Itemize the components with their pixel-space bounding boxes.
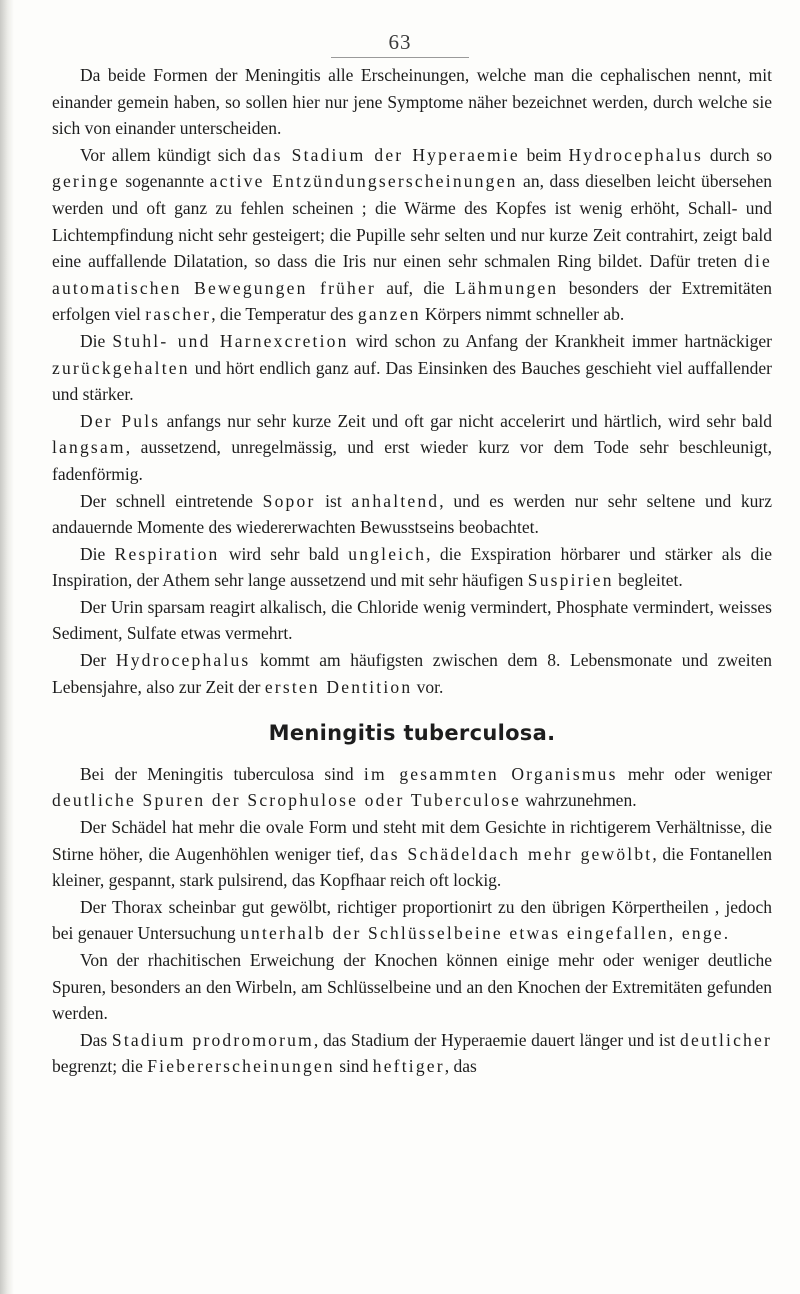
text-run: Der: [80, 650, 116, 671]
section-heading: Meningitis tuberculosa.: [268, 721, 556, 746]
text-run: Der Schädel hat mehr die ovale Form und steht mit dem Gesichte in richtigerem Verhältnisse, die Stirne höher, die Augenhöhlen weniger tief,: [52, 817, 772, 864]
text-run: Der Thorax scheinbar gut gewölbt, richtiger proportionirt zu den übrigen Körpertheilen , jedoch bei genauer Untersuchung: [52, 896, 772, 944]
spaced-emphasis: ersten Dentition: [264, 676, 413, 697]
text-run: , die Temperatur des: [211, 304, 358, 325]
spaced-emphasis: deutlicher: [680, 1029, 772, 1050]
text-run: wird schon zu Anfang der Krankheit immer hartnäckiger: [348, 330, 773, 351]
text-run: Die: [80, 543, 115, 564]
spaced-emphasis: anhaltend: [351, 490, 440, 511]
paragraph: [52, 647, 772, 700]
paragraph: [52, 408, 772, 488]
spaced-emphasis: Hydrocephalus: [115, 650, 251, 671]
text-run: begrenzt; die: [52, 1056, 148, 1077]
spaced-emphasis: deutliche Spuren der Scrophulose oder Tuberculose: [52, 790, 521, 811]
spaced-emphasis: unterhalb der Schlüsselbeine etwas eingefallen, enge: [240, 923, 724, 944]
spaced-emphasis: Stadium prodromorum: [111, 1029, 314, 1050]
paragraph: [52, 894, 772, 947]
spaced-emphasis: ungleich: [348, 543, 427, 564]
spaced-emphasis: Sopor: [262, 490, 316, 511]
spaced-emphasis: active Entzündungserscheinungen: [209, 171, 518, 192]
spaced-emphasis: rascher: [145, 304, 212, 325]
text-run: Die: [80, 330, 113, 351]
spaced-emphasis: Hydrocephalus: [568, 144, 704, 165]
spaced-emphasis: Lähmungen: [455, 277, 559, 298]
section-meningitis-tuberculosa: [52, 761, 772, 1080]
text-run: Da beide Formen der Meningitis alle Erscheinungen, welche man die cephalischen nennt, mit einander gemein haben, so sollen hier nur jene Symptome näher bezeichnet werden, durch welche sie sich von einander unterscheiden.: [52, 65, 772, 139]
spaced-emphasis: heftiger: [372, 1056, 445, 1077]
spaced-emphasis: Stuhl- und Harnexcretion: [112, 330, 349, 351]
text-run: Der schnell eintretende: [80, 490, 263, 511]
text-run: kommt am häufigsten zwischen dem 8. Lebensmonate und zweiten Lebensjahre, also zur Zeit der: [52, 650, 773, 697]
spaced-emphasis: Der Puls: [80, 410, 161, 431]
spaced-emphasis: Suspirien: [527, 570, 614, 591]
paragraph: [52, 541, 772, 594]
text-run: , und es werden nur sehr seltene und kurz andauernde Momente des wiedererwachten Bewusstseins beobachtet.: [52, 490, 772, 538]
paragraph: [52, 488, 772, 541]
paragraph: [52, 761, 772, 814]
paragraph: [52, 142, 772, 328]
text-run: Vor allem kündigt sich: [80, 144, 253, 165]
text-run: Das: [80, 1029, 112, 1050]
spaced-emphasis: langsam: [52, 437, 126, 458]
text-run: beim: [519, 144, 569, 165]
text-run: durch so: [703, 144, 773, 165]
spaced-emphasis: die automatischen Bewegungen früher: [52, 251, 772, 298]
text-run: Bei der Meningitis tuberculosa sind: [80, 763, 364, 784]
text-run: sogenannte: [119, 171, 210, 192]
paragraph: [52, 328, 772, 408]
spaced-emphasis: im gesammten Organismus: [363, 763, 618, 784]
page-number-rule: [331, 57, 469, 58]
spaced-emphasis: Respiration: [114, 543, 220, 564]
text-run: wahrzunehmen.: [520, 790, 637, 811]
page-body: [52, 62, 772, 1080]
text-run: wird sehr bald: [219, 543, 349, 564]
paragraph: [52, 62, 772, 142]
text-run: , die Exspiration hörbarer und stärker als die Inspiration, der Athem sehr lange aussetzend und mit sehr häufigen: [52, 543, 772, 591]
text-run: Körpers nimmt schneller ab.: [420, 304, 625, 325]
text-run: und hört endlich ganz auf. Das Einsinken des Bauches geschieht viel auffallender und stärker.: [52, 357, 772, 405]
spaced-emphasis: Fiebererscheinungen: [147, 1056, 335, 1077]
paragraph: [52, 1027, 772, 1080]
text-run: , das: [444, 1056, 477, 1077]
binding-edge-shadow: [0, 0, 14, 1294]
text-run: vor.: [412, 676, 444, 697]
text-run: Von der rhachitischen Erweichung der Knochen können einige mehr oder weniger deutliche Spuren, besonders an den Wirbeln, am Schlüsselbeine und an den Knochen der Extremitäten gefunden werden.: [52, 950, 772, 1024]
text-run: an, dass dieselben leicht übersehen werden und oft ganz zu fehlen scheinen ; die Wärme des Kopfes ist wenig erhöht, Schall- und Lichtempfindung nicht sehr gesteigert; die Pupille sehr selten und nur kurze Zeit contrahirt, zeigt bald eine auffallende Dilatation, so dass die Iris nur einen sehr schmalen Ring bildet. Dafür treten: [52, 171, 772, 272]
text-run: besonders der Extremitäten erfolgen viel: [52, 277, 772, 325]
text-run: anfangs nur sehr kurze Zeit und oft gar nicht accelerirt und härtlich, wird sehr bald: [160, 410, 772, 431]
spaced-emphasis: geringe: [52, 171, 120, 192]
spaced-emphasis: zurückgehalten: [52, 357, 190, 378]
paragraph: [52, 947, 772, 1027]
page-number: 63: [388, 30, 412, 54]
text-run: , die Fontanellen kleiner, gespannt, stark pulsirend, das Kopfhaar reich oft lockig.: [52, 843, 772, 891]
paragraph: [52, 814, 772, 894]
text-run: mehr oder weniger: [617, 763, 772, 784]
text-run: ist: [315, 490, 352, 511]
spaced-emphasis: ganzen: [357, 304, 421, 325]
paragraph: [52, 594, 772, 647]
spaced-emphasis: das Stadium der Hyperaemie: [252, 144, 520, 165]
text-run: , aussetzend, unregelmässig, und erst wieder kurz vor dem Tode sehr beschleunigt, fadenförmig.: [52, 437, 772, 484]
text-run: auf, die: [376, 277, 455, 298]
text-run: begleitet.: [613, 570, 683, 591]
text-run: Der Urin sparsam reagirt alkalisch, die Chloride wenig vermindert, Phosphate vermindert, weisses Sediment, Sulfate etwas vermehrt.: [52, 596, 772, 644]
text-run: .: [723, 923, 729, 944]
spaced-emphasis: das Schädeldach mehr gewölbt: [369, 843, 653, 864]
text-run: sind: [334, 1056, 373, 1077]
section-hydrocephalus: [52, 62, 772, 700]
text-run: , das Stadium der Hyperaemie dauert länger und ist: [313, 1029, 681, 1050]
